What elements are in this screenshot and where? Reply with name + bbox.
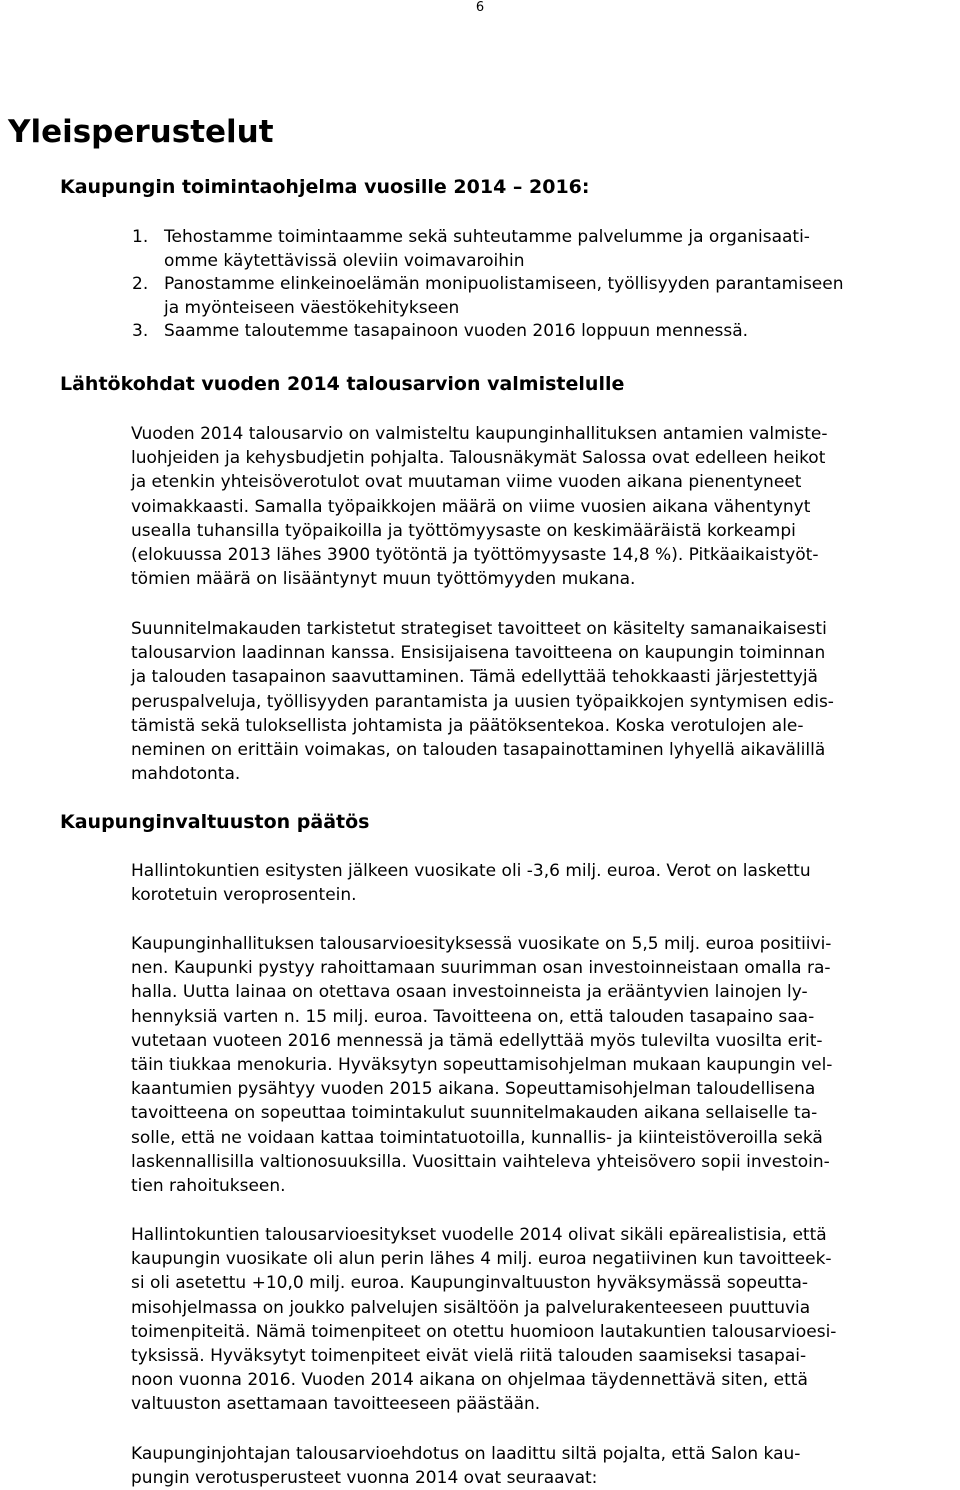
- budget-basis-heading: Lähtökohdat vuoden 2014 talousarvion valmistelulle: [60, 373, 625, 395]
- body-paragraph: Kaupunginhallituksen talousarvioesityksessä vuosikate on 5,5 milj. euroa positiivi- nen. Kaupunki pystyy rahoittamaan suurimman osan investoinneistaan omalla ra- halla. Uutta lainaa on otettava osaan investoinneista ja erääntyvien lainojen ly- hennyksiä varten n. 15 milj. euroa. Tavoitteena on, että talouden tasapaino saa- vutetaan vuoteen 2016 mennessä ja tämä edellyttää myös tulevilta vuosilta erit- täin tiukkaa menokuria. Hyväksytyn sopeuttamisohjelman mukaan kaupungin vel- kaantumien pysähtyy vuoden 2015 aikana. Sopeuttamisohjelman taloudellisena tavoitteena on sopeuttaa toimintakulut suunnitelmakauden aikana sellaiselle ta- solle, että ne voidaan kattaa toimintatuotoilla, kunnallis- ja kiinteistöveroilla sekä laskennallisilla valtionosuuksilla. Vuosittain vaihteleva yhteisövero sopii investoin- tien rahoitukseen.: [131, 934, 833, 1197]
- goal-number: 1.: [132, 227, 149, 247]
- goal-number: 3.: [132, 321, 149, 341]
- body-paragraph: Hallintokuntien esitysten jälkeen vuosikate oli -3,6 milj. euroa. Verot on laskettu korotetuin veroprosentein.: [131, 861, 811, 906]
- body-paragraph: Hallintokuntien talousarvioesitykset vuodelle 2014 olivat sikäli epärealistisia, että kaupungin vuosikate oli alun perin lähes 4 milj. euroa negatiivinen kun tavoitteek- si oli asetettu +10,0 milj. euroa. Kaupunginvaltuuston hyväksymässä sopeutta- misohjelmassa on joukko palvelujen sisältöön ja palvelurakenteeseen puuttuvia toimenpiteitä. Nämä toimenpiteet on otettu huomioon lautakuntien talousarvioesi- tyksissä. Hyväksytyt toimenpiteet eivät vielä riitä talouden saamiseksi tasapai- noon vuonna 2016. Vuoden 2014 aikana on ohjelmaa täydennettävä siten, että valtuuston asettamaan tavoitteeseen päästään.: [131, 1225, 837, 1415]
- goal-text: Tehostamme toimintaamme sekä suhteutamme palvelumme ja organisaati- omme käytettävissä oleviin voimavaroihin: [164, 227, 810, 271]
- goal-item: [132, 273, 960, 320]
- action-program-heading: Kaupungin toimintaohjelma vuosille 2014 – 2016:: [60, 176, 590, 198]
- page-title: Yleisperustelut: [8, 114, 274, 150]
- goal-list: [132, 226, 960, 344]
- goal-item: [132, 320, 960, 344]
- body-paragraph: Kaupunginjohtajan talousarvioehdotus on laadittu siltä pojalta, että Salon kau- pungin verotusperusteet vuonna 2014 ovat seuraavat:: [131, 1444, 801, 1489]
- goal-text: Saamme taloutemme tasapainoon vuoden 2016 loppuun mennessä.: [164, 321, 749, 341]
- body-paragraph: Suunnitelmakauden tarkistetut strategiset tavoitteet on käsitelty samanaikaisesti talousarvion laadinnan kanssa. Ensisijaisena tavoitteena on kaupungin toiminnan ja talouden tasapainon saavuttaminen. Tämä edellyttää tehokkaasti järjestettyjä peruspalveluja, työllisyyden parantamista ja uusien työpaikkojen syntymisen edis- tämistä sekä tuloksellista johtamista ja päätöksentekoa. Koska verotulojen ale- neminen on erittäin voimakas, on talouden tasapainottaminen lyhyellä aikavälillä mahdotonta.: [131, 619, 834, 785]
- page-number: 6: [475, 0, 485, 15]
- goal-text: Panostamme elinkeinoelämän monipuolistamiseen, työllisyyden parantamiseen ja myönteiseen väestökehitykseen: [164, 274, 844, 318]
- goal-number: 2.: [132, 274, 149, 294]
- council-decision-heading: Kaupunginvaltuuston päätös: [60, 811, 370, 833]
- goal-item: [132, 226, 960, 273]
- body-paragraph: Vuoden 2014 talousarvio on valmisteltu kaupunginhallituksen antamien valmiste- luohjeiden ja kehysbudjetin pohjalta. Talousnäkymät Salossa ovat edelleen heikot ja etenkin yhteisöverotulot ovat muutaman viime vuoden aikana pienentyneet voimakkaasti. Samalla työpaikkojen määrä on viime vuosien aikana vähentynyt usealla tuhansilla työpaikoilla ja työttömyysaste on keskimääräistä korkeampi (elokuussa 2013 lähes 3900 työtöntä ja työttömyysaste 14,8 %). Pitkäaikaistyöt- tömien määrä on lisääntynyt muun työttömyyden mukana.: [131, 424, 828, 590]
